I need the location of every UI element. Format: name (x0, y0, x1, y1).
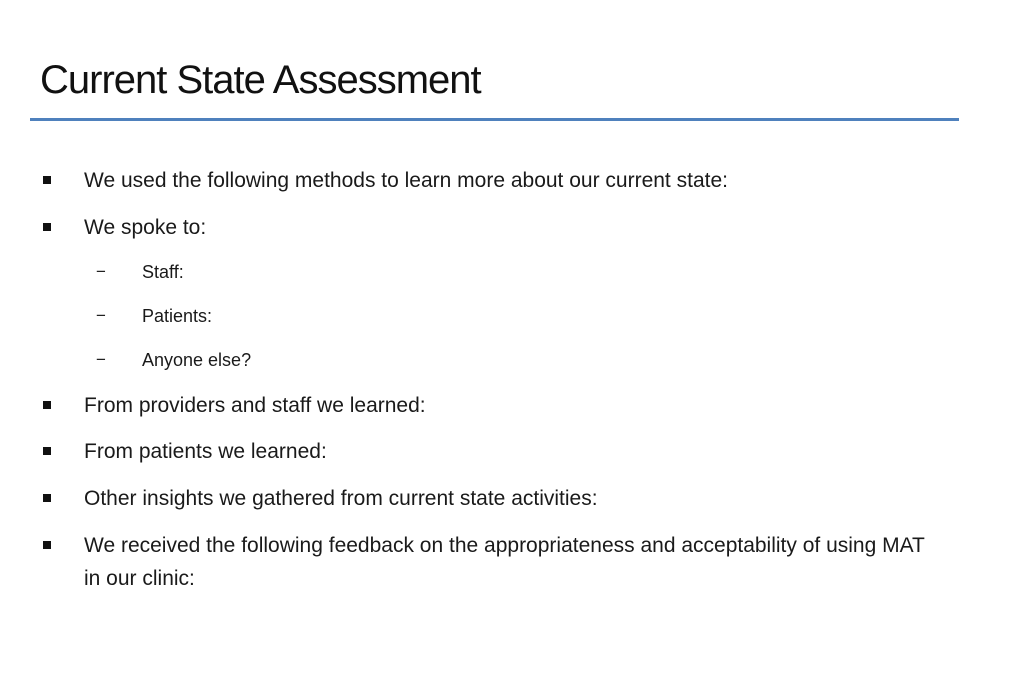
square-bullet-icon (43, 223, 51, 231)
list-item-text: From patients we learned: (84, 440, 327, 463)
square-bullet-icon (43, 176, 51, 184)
title-underline (30, 118, 959, 121)
dash-bullet-icon: − (96, 262, 106, 281)
list-item-text: From providers and staff we learned: (84, 394, 426, 417)
list-item-text: We spoke to: (84, 216, 207, 239)
list-item-text: Other insights we gathered from current state activities: (84, 487, 598, 510)
slide-title: Current State Assessment (40, 58, 481, 102)
list-item-text: We used the following methods to learn more about our current state: (84, 169, 728, 192)
sub-list-item-text: Patients: (142, 306, 213, 326)
sub-list-item-text: Staff: (142, 262, 184, 282)
sub-list-item-text: Anyone else? (142, 350, 252, 370)
dash-bullet-icon: − (96, 350, 106, 369)
list-item-text: We received the following feedback on the appropriateness and acceptability of using MAT in our clinic: (84, 534, 925, 590)
square-bullet-icon (43, 494, 51, 502)
square-bullet-icon (43, 401, 51, 409)
dash-bullet-icon: − (96, 306, 106, 325)
square-bullet-icon (43, 541, 51, 549)
square-bullet-icon (43, 447, 51, 455)
